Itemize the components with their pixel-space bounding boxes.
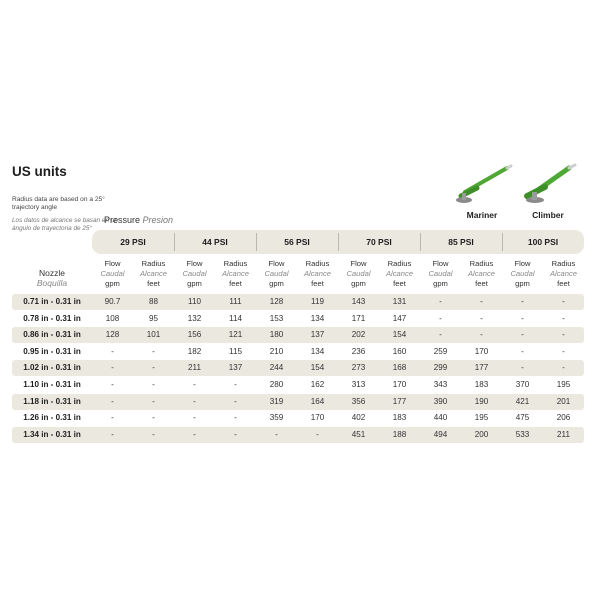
radius-cell: 170 [392,380,407,389]
flow-cell: 132 [187,313,202,323]
radius-cell: - [480,297,483,306]
radius-cell: 101 [146,330,161,340]
radius-label-es: Alcance [139,269,168,278]
flow-cell: 402 [351,413,366,423]
flow-label: Flow [514,259,531,268]
radius-subheader [379,259,420,289]
nozzle-size: 0.86 in - 0.31 in [23,330,81,340]
pressure-column-header: 100 PSI [527,237,559,247]
flow-cell: - [521,363,524,373]
radius-unit: feet [475,279,488,288]
radius-cell: - [152,396,155,406]
radius-cell: 154 [392,330,407,340]
pressure-label-en: Pressure [104,215,141,225]
flow-cell: 110 [188,297,201,306]
radius-cell: - [562,297,565,306]
radius-label-es: Alcance [385,269,414,278]
pressure-divider [174,233,175,251]
flow-cell: 280 [269,380,284,389]
radius-cell: 88 [148,297,158,306]
radius-label: Radius [141,259,166,268]
flow-label-es: Caudal [428,269,453,278]
sprinkler-gun-icon [447,160,517,206]
radius-cell: 131 [392,297,407,306]
flow-cell: 259 [433,346,448,356]
flow-label: Flow [432,259,449,268]
radius-cell: 119 [311,297,324,306]
pressure-divider [502,233,503,251]
pressure-label-es: Presion [142,215,174,225]
flow-cell: 156 [187,330,202,340]
radius-cell: - [234,413,237,423]
nozzle-size: 0.71 in - 0.31 in [23,297,81,306]
radius-label: Radius [469,259,494,268]
radius-cell: 114 [229,313,242,323]
flow-cell: - [275,429,278,439]
flow-unit: gpm [269,279,284,288]
flow-cell: 171 [351,313,366,323]
product-mariner [447,160,517,220]
radius-label: Radius [305,259,330,268]
radius-cell: - [562,313,565,323]
radius-cell: 164 [310,396,325,406]
radius-cell: 121 [228,330,243,340]
radius-cell: 134 [310,313,325,323]
radius-cell: 190 [474,396,489,406]
radius-cell: 170 [310,413,325,423]
radius-label: Radius [223,259,248,268]
flow-label-es: Caudal [346,269,371,278]
pressure-column-header: 85 PSI [448,237,474,247]
pressure-divider [256,233,257,251]
flow-cell: - [521,346,524,356]
nozzle-header-es: Boquilla [36,278,68,288]
radius-cell: - [234,429,237,439]
radius-unit: feet [311,279,324,288]
radius-label: Radius [387,259,412,268]
flow-cell: 313 [351,380,366,389]
radius-cell: 183 [392,413,407,423]
flow-label-es: Caudal [100,269,125,278]
flow-cell: - [111,380,114,389]
radius-cell: 134 [310,346,325,356]
radius-cell: 200 [474,429,489,439]
radius-cell: - [480,330,483,340]
flow-cell: 421 [515,396,530,406]
nozzle-size: 0.78 in - 0.31 in [23,313,81,323]
nozzle-size: 1.10 in - 0.31 in [23,380,81,389]
flow-subheader [256,259,297,289]
radius-cell: 115 [229,346,242,356]
nozzle-size: 1.34 in - 0.31 in [23,429,81,439]
flow-cell: - [439,330,442,340]
flow-unit: gpm [105,279,120,288]
flow-cell: 370 [515,380,530,389]
flow-cell: 273 [351,363,366,373]
radius-cell: - [152,380,155,389]
radius-cell: 188 [392,429,407,439]
table-row [12,427,584,443]
radius-cell: - [152,363,155,373]
radius-cell: 160 [392,346,407,356]
flow-cell: 299 [433,363,448,373]
radius-cell: - [234,380,237,389]
flow-cell: - [193,396,196,406]
table-row [12,327,584,343]
flow-cell: - [193,380,196,389]
radius-label-es: Alcance [303,269,332,278]
flow-label: Flow [268,259,285,268]
flow-cell: - [111,363,114,373]
flow-subheader [420,259,461,289]
radius-subheader [215,259,256,289]
page-title: US units [12,164,67,179]
product-name: Climber [532,210,564,220]
flow-subheader [92,259,133,289]
flow-cell: - [111,396,114,406]
flow-cell: 440 [433,413,448,423]
flow-cell: - [439,297,442,306]
radius-cell: 111 [229,297,242,306]
flow-cell: 90.7 [104,297,121,306]
nozzle-size: 1.18 in - 0.31 in [23,396,81,406]
radius-cell: 170 [474,346,489,356]
table-row [12,360,584,376]
flow-cell: 244 [269,363,284,373]
radius-unit: feet [557,279,570,288]
nozzle-header-en: Nozzle [39,268,65,278]
pressure-column-header: 70 PSI [366,237,392,247]
radius-cell: 195 [474,413,489,423]
nozzle-size: 1.02 in - 0.31 in [23,363,81,373]
flow-cell: 143 [351,297,366,306]
flow-unit: gpm [187,279,202,288]
flow-label: Flow [350,259,367,268]
table-row [12,294,584,310]
radius-cell: 137 [310,330,325,340]
nozzle-size: 0.95 in - 0.31 in [23,346,81,356]
table-row [12,344,584,360]
flow-cell: 390 [433,396,448,406]
pressure-divider [338,233,339,251]
flow-label-es: Caudal [264,269,289,278]
trajectory-note-es: Los datos de alcance se basan en un ángulo de trayectoria de 25° [12,217,118,233]
radius-subheader [461,259,502,289]
trajectory-note: Radius data are based on a 25° trajectory angle [12,196,105,212]
pressure-column-header: 56 PSI [284,237,310,247]
flow-cell: 180 [269,330,284,340]
flow-cell: - [521,313,524,323]
radius-unit: feet [229,279,242,288]
radius-cell: - [234,396,237,406]
pressure-column-header: 44 PSI [202,237,228,247]
flow-cell: - [111,346,114,356]
radius-unit: feet [147,279,160,288]
radius-label-es: Alcance [467,269,496,278]
flow-cell: 236 [351,346,366,356]
flow-cell: - [111,429,114,439]
pressure-label [104,215,173,225]
product-climber [513,160,583,220]
radius-subheader [543,259,584,289]
radius-cell: - [562,346,565,356]
flow-cell: 128 [269,297,284,306]
radius-cell: - [316,429,319,439]
radius-cell: - [562,330,565,340]
flow-cell: - [111,413,114,423]
pressure-divider [420,233,421,251]
flow-cell: 108 [105,313,120,323]
radius-cell: - [480,313,483,323]
radius-cell: 201 [556,396,571,406]
radius-cell: 162 [310,380,325,389]
radius-cell: 211 [557,429,570,439]
flow-cell: 533 [515,429,530,439]
radius-cell: 206 [556,413,571,423]
flow-label-es: Caudal [182,269,207,278]
flow-cell: 475 [515,413,530,423]
radius-cell: 154 [310,363,325,373]
radius-cell: 183 [474,380,489,389]
flow-label: Flow [104,259,121,268]
radius-cell: 177 [474,363,489,373]
flow-unit: gpm [515,279,530,288]
flow-label: Flow [186,259,203,268]
flow-cell: 494 [433,429,448,439]
flow-cell: - [439,313,442,323]
flow-cell: - [193,413,196,423]
nozzle-size: 1.26 in - 0.31 in [23,413,81,423]
radius-cell: 177 [392,396,407,406]
flow-unit: gpm [351,279,366,288]
sprinkler-gun-icon [513,160,583,206]
flow-cell: 211 [188,363,201,373]
flow-unit: gpm [433,279,448,288]
flow-cell: 359 [269,413,284,423]
table-row [12,377,584,393]
flow-cell: 128 [105,330,120,340]
flow-subheader [174,259,215,289]
flow-label-es: Caudal [510,269,535,278]
radius-cell: - [152,429,155,439]
nozzle-header [12,268,92,288]
flow-cell: 210 [269,346,284,356]
radius-cell: 168 [392,363,407,373]
flow-cell: 202 [351,330,366,340]
radius-label-es: Alcance [221,269,250,278]
pressure-column-header: 29 PSI [120,237,146,247]
radius-cell: 147 [392,313,407,323]
radius-subheader [133,259,174,289]
radius-cell: 95 [148,313,158,323]
radius-cell: - [562,363,565,373]
flow-cell: 451 [351,429,366,439]
flow-cell: 356 [351,396,366,406]
flow-cell: - [521,297,524,306]
product-name: Mariner [466,210,498,220]
table-row [12,394,584,410]
flow-cell: 319 [269,396,284,406]
radius-subheader [297,259,338,289]
flow-subheader [338,259,379,289]
flow-cell: - [521,330,524,340]
flow-cell: - [193,429,196,439]
flow-cell: 153 [269,313,284,323]
radius-label-es: Alcance [549,269,578,278]
radius-cell: 137 [228,363,243,373]
flow-cell: 343 [433,380,448,389]
radius-cell: 195 [556,380,571,389]
flow-cell: 182 [187,346,202,356]
radius-unit: feet [393,279,406,288]
radius-cell: - [152,413,155,423]
radius-label: Radius [551,259,576,268]
radius-cell: - [152,346,155,356]
flow-subheader [502,259,543,289]
table-row [12,311,584,327]
table-row [12,410,584,426]
